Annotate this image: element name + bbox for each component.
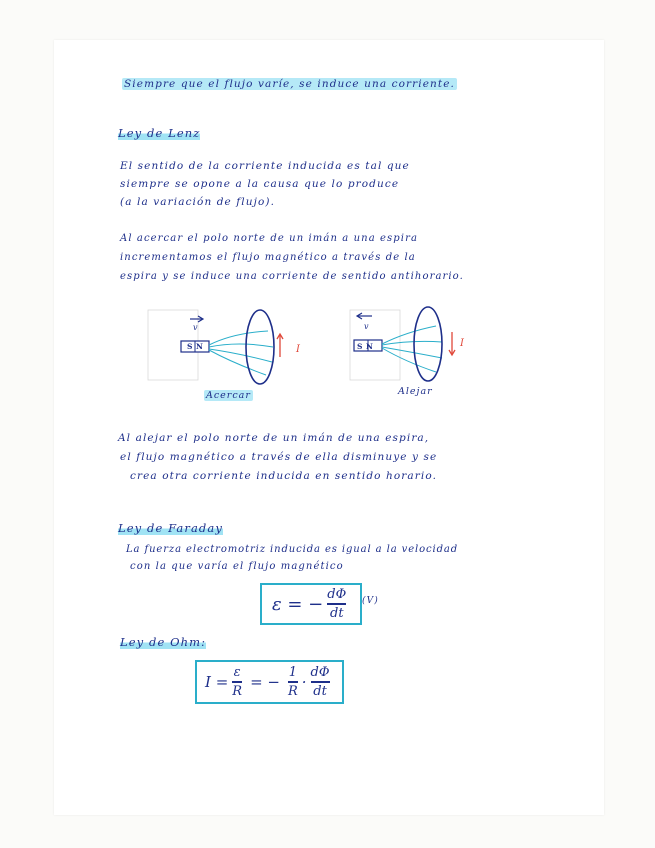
ohm-formula-box	[195, 660, 344, 704]
faraday-heading	[118, 521, 223, 535]
approach-field-line	[209, 331, 268, 345]
faraday-heading-text: Ley de Faraday	[118, 521, 223, 535]
faraday-fraction	[327, 588, 346, 621]
lenz-approach-line-2: incrementamos el flujo magnético a través de la	[120, 252, 416, 263]
lenz-approach-line-3: espira y se induce una corriente de sentido antihorario.	[120, 271, 464, 282]
faraday-fraction-num: dΦ	[327, 586, 347, 602]
lenz-heading	[118, 126, 200, 140]
lenz-away-line-1: Al alejar el polo norte de un imán de una espira,	[118, 432, 430, 444]
lenz-approach-line-1: Al acercar el polo norte de un imán a una espira	[120, 233, 419, 244]
lenz-definition-line-2: siempre se opone a la causa que lo produce	[120, 178, 400, 190]
ohm-fraction-3: $\frac{d\Phi}{dt}$	[310, 664, 330, 699]
lenz-away-line-3: crea otra corriente inducida en sentido horario.	[130, 470, 438, 482]
intro-line	[122, 78, 457, 90]
away-current-label: I	[460, 338, 466, 349]
away-velocity-label: v	[364, 322, 370, 331]
faraday-definition-line-2: con la que varía el flujo magnético	[130, 561, 344, 572]
approach-diagram	[148, 305, 308, 385]
ohm-formula-dot: ·	[301, 673, 307, 691]
lenz-definition-line-1: El sentido de la corriente inducida es tal que	[120, 160, 410, 172]
away-caption: Alejar	[398, 386, 433, 397]
ohm-formula-eq: = −	[250, 673, 280, 691]
faraday-formula-box	[260, 583, 362, 625]
away-loop	[414, 307, 442, 381]
ohm-heading	[120, 635, 206, 649]
approach-caption: Acercar	[206, 390, 251, 401]
faraday-unit: (V)	[362, 596, 379, 606]
ohm-fraction-2: $\frac{1}{R}$	[287, 664, 298, 699]
approach-current-label: I	[296, 344, 302, 355]
intro-text: Siempre que el flujo varíe, se induce una corriente.	[124, 78, 455, 90]
ohm-heading-text: Ley de Ohm:	[120, 635, 207, 649]
faraday-formula-lhs: ε = −	[272, 593, 324, 615]
faraday-fraction-den: dt	[330, 605, 344, 621]
ohm-fraction-1: $\frac{\varepsilon}{R}$	[232, 664, 243, 699]
lenz-away-line-2: el flujo magnético a través de ella disminuye y se	[120, 451, 438, 463]
ohm-formula-lhs: I =	[205, 673, 229, 691]
lenz-heading-text: Ley de Lenz	[118, 126, 201, 140]
approach-magnet-label: S N	[187, 342, 204, 351]
lenz-definition-line-3: (a la variación de flujo).	[120, 196, 276, 208]
approach-velocity-label: v	[193, 323, 199, 332]
faraday-definition-line-1: La fuerza electromotriz inducida es igual a la velocidad	[126, 544, 459, 555]
away-magnet-label: S N	[357, 342, 374, 351]
